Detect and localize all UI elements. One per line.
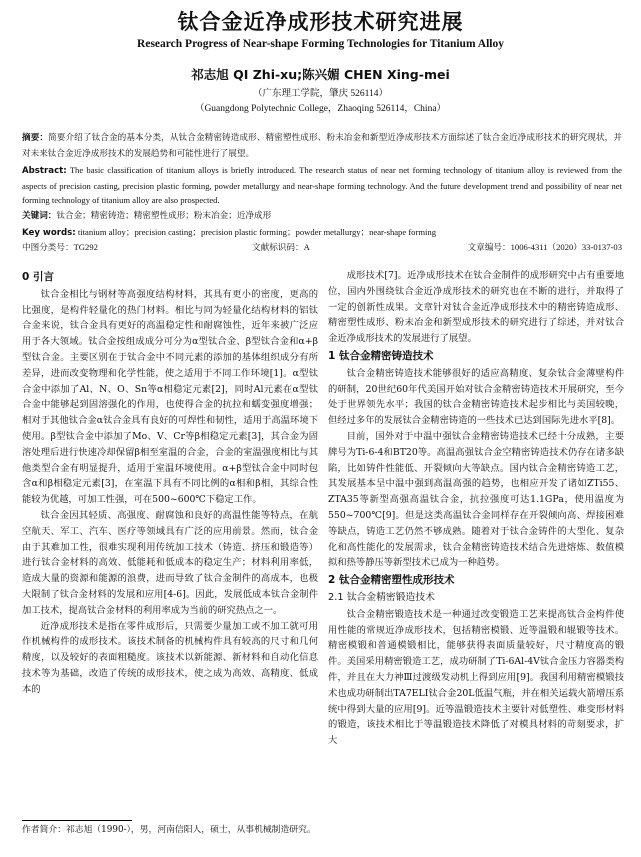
paper-title-english: Research Progress of Near-shape Forming Technologies for Titanium Alloy bbox=[137, 38, 504, 50]
section-heading-intro: 0 引言 bbox=[22, 271, 54, 283]
keywords-cn-text: 钛合金；精密铸造；精密塑性成形；粉末冶金；近净成形 bbox=[56, 210, 272, 220]
abstract-cn-text: 简要介绍了钛合金的基本分类，从钛合金精密铸造成形、精密塑性成形、粉末冶金和新型近净成形技术方面综述了钛合金近净成形技术的研究现状，并对未来钛合金近净成形技术的发展趋势和可能性进行了展望。 bbox=[22, 132, 622, 158]
abstract-en-label: Abstract: bbox=[22, 166, 67, 176]
keywords-en-label: Key words: bbox=[22, 228, 76, 238]
paragraph: 钛合金精密铸造技术能够很好的适应高精度、复杂钛合金薄壁构件的研制，20世纪60年代美国开始对钛合金精密铸造技术开展研究，至今处于世界领先水平；我国的钛合金精密铸造技术起步相比与美国较晚，但经过多年的发展钛合金精密铸造的一些技术已达到国际先进水平[8]。 bbox=[328, 367, 624, 427]
affiliation-en: （Guangdong Polytechnic College，Zhaoqing 526114，China） bbox=[194, 104, 447, 114]
affiliation-cn: （广东理工学院，肇庆 526114） bbox=[252, 89, 389, 99]
keywords-cn bbox=[22, 208, 622, 224]
authors: 祁志旭 QI Zhi-xu;陈兴媚 CHEN Xing-mei bbox=[191, 67, 450, 82]
clc-number: 中图分类号：TG292 bbox=[22, 242, 98, 252]
abstract-en bbox=[22, 163, 622, 208]
keywords-en bbox=[22, 225, 622, 241]
paragraph: 钛合金精密锻造技术是一种通过改变锻造工艺来提高钛合金构件使用性能的常规近净成形技术，包括精密模锻、近等温锻和辊锻等技术。精密模锻和普通模锻相比，能够获得表面质量较好，尺寸精度高的锻件。美国采用精密锻造工艺，成功研制了Ti-6Al-4V钛合金压力容器类构件，并且在大力神Ⅲ过渡级发动机上得到应用[9]。我国利用精密模锻技术也成功研制出TA7ELI钛合金20L低温气瓶，并在相关运载火箭增压系统中得到大量的应用[9]。近等温锻造技术主要针对低塑性、难变形材料的锻造，该技术相比于等温锻造技术降低了对模具材料的苛刻要求，扩大 bbox=[328, 608, 624, 747]
document-code: 文献标识码：A bbox=[252, 242, 310, 252]
abstract-cn-label: 摘要： bbox=[22, 133, 49, 143]
section-heading-2: 2 钛合金精密塑性成形技术 bbox=[328, 574, 455, 587]
paper-title: 钛合金近净成形技术研究进展 bbox=[177, 10, 464, 34]
paragraph: 近净成形技术是指在零件成形后，只需要少量加工或不加工就可用作机械构件的成形技术。该技术制备的机械构件具有较高的尺寸和几何精度，以及较好的表面粗糙度。该技术以新能源、新材料和自动化信息技术等为基础，改造了传统的成形技术，使之成为高效、高精度、低成本的 bbox=[22, 620, 318, 695]
right-column bbox=[328, 268, 624, 749]
paragraph: 钛合金相比与钢材等高强度结构材料，其具有更小的密度，更高的比强度，是构件轻量化的热门材料。相比与同为轻量化结构材料的铝钛合金来说，钛合金具有更好的高温稳定性和耐腐蚀性，近年来被广泛应用于各大领域。钛合金按组成成分可分为α型钛合金、β型钛合金和α+β型钛合金。主要区别在于钛合金中不同元素的添加的基体组织成分有所差异，进而改变物理和化学性能，使之适用于不同工作环境[1]。α型钛合金中添加了Al、N、O、Sn等α相稳定元素[2]，同时Al元素在α型钛合金中能够起到固溶强化的作用，也使得合金的抗拉和蠕变强度增强；相对于其他钛合金α钛合金具有良好的可焊性和韧性，适用于高温环境下使用。β型钛合金中添加了Mo、V、Cr等β相稳定元素[3]，其合金为固溶处理后进行快速冷却保留β相至室温的合金，合金的室温强度相比与其他类型合金有明显提升，适用于室温环境使用。α+β型钛合金中同时包含α和β相稳定元素[3]，在室温下具有不同比例的α相和β相，其综合性能较为优越，可加工性强，可在500~600℃下稳定工作。 bbox=[22, 288, 318, 506]
author-footnote: 作者简介：祁志旭（1990-），男，河南信阳人，硕士，从事机械制造研究。 bbox=[22, 825, 316, 835]
article-number: 文章编号：1006-4311（2020）33-0137-03 bbox=[467, 242, 622, 252]
paragraph: 目前，国外对于中温中强钛合金精密铸造技术已经十分成熟，主要牌号为Ti-6-4和BT20等。高温高强钛合金空精密铸造技术仍存在诸多缺陷，比如铸件性能低、开裂倾向大等缺点。国内钛合金精密铸造工艺，其发展基本呈中温中强到高温高强的趋势，也相应开发了诸如ZTi55、ZTA35等新型高强高温钛合金，抗拉强度可达1.1GPa，使用温度为550~700℃[9]。但是这类高温钛合金同样存在开裂倾向高、焊接困难等缺点，铸造工艺仍然不够成熟。随着对于钛合金铸件的大型化、复杂化和高性能化的发展需求，钛合金精密铸造技术结合先进熔炼、数值模拟和热等静压等新型技术已成为一种趋势。 bbox=[328, 430, 624, 569]
subsection-heading-2-1: 2.1 钛合金精密锻造技术 bbox=[328, 591, 435, 603]
footnote-rule bbox=[22, 820, 132, 821]
keywords-cn-label: 关键词： bbox=[22, 211, 57, 221]
paragraph: 成形技术[7]。近净成形技术在钛合金制件的成形研究中占有重要地位，国内外围绕钛合金近净成形技术的研究也在不断的进行，并取得了一定的创新性成果。文章针对钛合金近净成形技术中的精密铸造成形、精密塑性成形、粉末冶金和新型成形技术的研究进行了综述，并对钛合金近净成形技术的发展进行了展望。 bbox=[328, 270, 624, 345]
section-heading-1: 1 钛合金精密铸造技术 bbox=[328, 349, 434, 362]
abstract-cn bbox=[22, 130, 622, 160]
keywords-en-text: titanium alloy；precision casting；precision plastic forming；powder metallurgy；near-shape forming bbox=[77, 227, 437, 237]
left-column bbox=[22, 268, 318, 698]
article-meta bbox=[22, 241, 622, 255]
abstract-en-text: The basic classification of titanium alloys is briefly introduced. The research status of near net forming technology of titanium alloy is reviewed from the aspects of precision casting, precision plastic forming, powder metallurgy and near-shape forming technology. And the future development trend and possibility of near net forming technology of titanium alloy are also prospected. bbox=[22, 165, 622, 205]
paragraph: 钛合金因其轻质、高强度、耐腐蚀和良好的高温性能等特点，在航空航天、军工、汽车、医疗等领域具有广泛的应用前景。然而，钛合金由于其难加工性，很难实现利用传统加工技术（铸造、挤压和锻造等）进行钛合金材料的高效、低能耗和低成本的稳定生产；材料利用率低，造成大量的资源和能源的浪费，进而导致了钛合金制件的高成本，也极大限制了钛合金材料的发展和应用[4-6]。因此，发展低成本钛合金制件加工技术，提高钛合金材料的利用率成为当前的研究热点之一。 bbox=[22, 509, 318, 616]
